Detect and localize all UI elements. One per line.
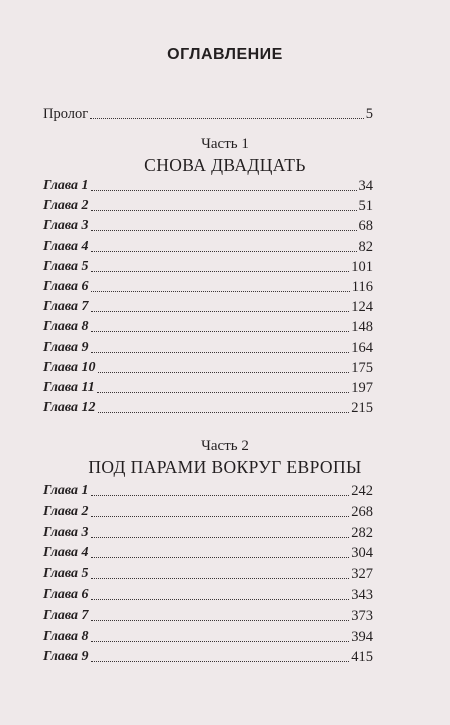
toc-entry-chapter [43, 378, 373, 398]
toc-entry-chapter [43, 196, 373, 216]
toc-entry-label: Пролог [43, 106, 89, 122]
dot-leader [91, 515, 350, 517]
toc-entry-page: 116 [351, 279, 373, 295]
toc-entry-chapter [43, 398, 373, 418]
dot-leader [91, 290, 350, 292]
toc-entry-chapter [43, 523, 373, 543]
toc-entry-chapter [43, 257, 373, 277]
dot-leader [91, 577, 350, 579]
toc-entry-page: 124 [351, 299, 373, 316]
dot-leader [91, 250, 357, 252]
dot-leader [91, 189, 357, 191]
toc-entry-label: Глава 4 [43, 545, 89, 561]
toc-entry-label: Глава 2 [43, 503, 89, 519]
toc-entry-page: 5 [365, 106, 373, 122]
toc-entry-label: Глава 11 [43, 380, 95, 395]
dot-leader [91, 209, 357, 211]
dot-leader [91, 556, 350, 558]
dot-leader [90, 117, 364, 119]
part-1-title: СНОВА ДВАДЦАТЬ [144, 155, 306, 175]
toc-entry-page: 82 [358, 238, 373, 255]
part-1-number: Часть 1 [201, 136, 249, 152]
toc-entry-page: 148 [351, 319, 373, 336]
toc-entry-label: Глава 5 [43, 566, 89, 582]
toc-entry-chapter [43, 338, 373, 358]
toc-entry-page: 268 [351, 503, 373, 520]
dot-leader [98, 411, 350, 413]
dot-leader [91, 229, 357, 231]
toc-entry-chapter [43, 647, 373, 667]
dot-leader [97, 391, 349, 393]
dot-leader [91, 598, 350, 600]
toc-entry-chapter [43, 237, 373, 257]
toc-entry-page: 68 [358, 218, 373, 235]
dot-leader [91, 640, 350, 642]
toc-entry-label: Глава 1 [43, 483, 89, 498]
dot-leader [91, 494, 350, 496]
toc-entry-label: Глава 1 [43, 178, 89, 193]
toc-entry-label: Глава 4 [43, 238, 89, 254]
toc-entry-label: Глава 8 [43, 319, 89, 335]
toc-entry-page: 327 [351, 566, 373, 583]
toc-entry-label: Глава 9 [43, 339, 89, 355]
toc-entry-page: 282 [351, 524, 373, 541]
toc-entry-page: 34 [358, 178, 373, 194]
dot-leader [91, 310, 350, 312]
toc-entry-page: 343 [351, 587, 373, 603]
toc-entry-page: 197 [351, 380, 373, 396]
toc-entry-label: Глава 5 [43, 258, 89, 274]
toc-entry-page: 415 [351, 649, 373, 666]
toc-entry-chapter [43, 277, 373, 297]
toc-entry-chapter [43, 358, 373, 378]
toc-entry-page: 101 [351, 258, 373, 275]
dot-leader [91, 351, 350, 353]
toc-entry-label: Глава 3 [43, 218, 89, 234]
toc-entry-page: 51 [358, 198, 373, 215]
dot-leader [98, 371, 350, 373]
toc-entry-chapter [43, 216, 373, 236]
toc-entry-chapter [43, 543, 373, 563]
toc-entry-label: Глава 6 [43, 587, 89, 602]
toc-entry-chapter [43, 481, 373, 501]
toc-entry-page: 164 [351, 339, 373, 356]
toc-entry-label: Глава 3 [43, 524, 89, 540]
toc-entry-page: 242 [351, 483, 373, 499]
toc-entry-page: 215 [351, 400, 373, 417]
toc-entry-chapter [43, 176, 373, 196]
toc-entry-label: Глава 12 [43, 400, 96, 416]
part-2-title: ПОД ПАРАМИ ВОКРУГ ЕВРОПЫ [88, 457, 362, 477]
dot-leader [91, 619, 350, 621]
toc-entry-chapter [43, 606, 373, 626]
toc-entry-prologue [43, 104, 373, 124]
toc-entry-chapter [43, 317, 373, 337]
toc-entry-label: Глава 10 [43, 359, 96, 375]
toc-entry-page: 373 [351, 607, 373, 624]
toc-title: ОГЛАВЛЕНИЕ [167, 46, 283, 63]
toc-entry-page: 175 [351, 359, 373, 376]
toc-entry-chapter [43, 627, 373, 647]
toc-entry-label: Глава 2 [43, 198, 89, 214]
part-2-number: Часть 2 [201, 438, 249, 454]
dot-leader [91, 536, 350, 538]
toc-entry-chapter [43, 564, 373, 584]
toc-entry-label: Глава 8 [43, 628, 89, 644]
toc-entry-label: Глава 9 [43, 649, 89, 665]
dot-leader [91, 330, 350, 332]
toc-entry-chapter [43, 502, 373, 522]
toc-entry-label: Глава 7 [43, 607, 89, 623]
toc-entry-chapter [43, 585, 373, 605]
toc-entry-label: Глава 7 [43, 299, 89, 315]
dot-leader [91, 270, 350, 272]
toc-entry-label: Глава 6 [43, 279, 89, 294]
toc-entry-page: 394 [351, 628, 373, 645]
toc-entry-chapter [43, 297, 373, 317]
dot-leader [91, 660, 350, 662]
toc-entry-page: 304 [351, 545, 373, 562]
